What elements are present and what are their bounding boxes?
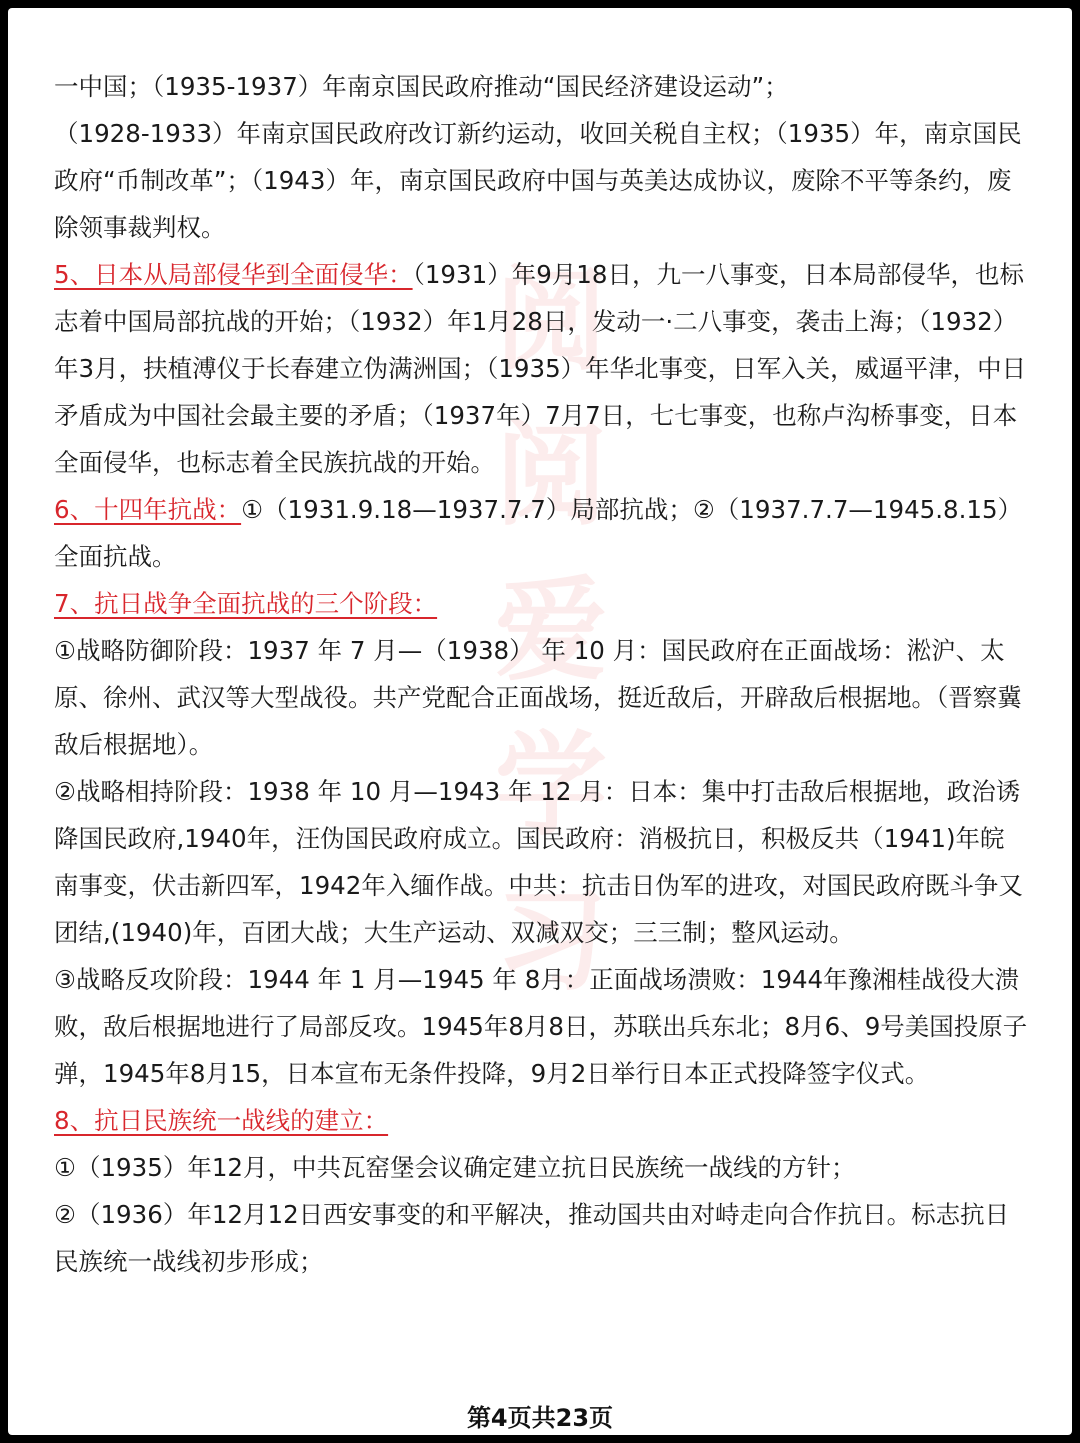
section-8	[54, 1097, 1029, 1144]
section-7	[54, 580, 1029, 627]
paragraph: ②（1936）年12月12日西安事变的和平解决，推动国共由对峙走向合作抗日。标志抗日民族统一战线初步形成；	[54, 1200, 1010, 1276]
section-5: 5、日本从局部侵华到全面侵华：（1931）年9月18日，九一八事变，日本局部侵华，也标志着中国局部抗战的开始；（1932）年1月28日，发动一·二八事变，袭击上海；（1932）年3月，扶植溥仪于长春建立伪满洲国；（1935）年华北事变，日军入关，威逼平津，中日矛盾成为中国社会最主要的矛盾；（1937年）7月7日，七七事变，也称卢沟桥事变，日本全面侵华，也标志着全民族抗战的开始。	[54, 260, 1027, 477]
watermark-char: 爱	[495, 565, 607, 696]
section-heading: 5、日本从局部侵华到全面侵华：	[54, 260, 413, 289]
section-heading: 6、十四年抗战：	[54, 495, 242, 524]
document-page	[8, 8, 1072, 1435]
watermark-char: 阅	[495, 255, 607, 386]
section-heading: 7、抗日战争全面抗战的三个阶段：	[54, 589, 438, 618]
document-body	[54, 63, 1029, 1285]
paragraph: ②战略相持阶段：1938 年 10 月—1943 年 12 月：日本：集中打击敌后根据地，政治诱降国民政府,1940年，汪伪国民政府成立。国民政府：消极抗日，积极反共（1941)年皖南事变，伏击新四军，1942年入缅作战。中共：抗击日伪军的进攻，对国民政府既斗争又团结,(1940)年，百团大战；大生产运动、双减双交；三三制；整风运动。	[54, 777, 1023, 947]
page-number: 第4页共23页	[466, 1404, 614, 1432]
section-heading: 8、抗日民族统一战线的建立：	[54, 1106, 389, 1135]
watermark-char: 学	[495, 720, 607, 851]
paragraph: ①战略防御阶段：1937 年 7 月—（1938） 年 10 月：国民政府在正面战场：淞沪、太原、徐州、武汉等大型战役。共产党配合正面战场，挺近敌后，开辟敌后根据地。（晋察冀敌后根据地）。	[54, 636, 1022, 759]
paragraph: ①（1935）年12月，中共瓦窑堡会议确定建立抗日民族统一战线的方针；	[54, 1153, 856, 1182]
watermark-char: 习	[495, 875, 607, 1006]
paragraph: ③战略反攻阶段：1944 年 1 月—1945 年 8月：正面战场溃败：1944年豫湘桂战役大溃败，敌后根据地进行了局部反攻。1945年8月8日，苏联出兵东北；8月6、9号美国投原子弹，1945年8月15，日本宣布无条件投降，9月2日举行日本正式投降签字仪式。	[54, 965, 1028, 1088]
paragraph: 一中国；（1935-1937）年南京国民政府推动“国民经济建设运动”；	[54, 72, 789, 101]
paragraph: （1928-1933）年南京国民政府改订新约运动，收回关税自主权；（1935）年，南京国民政府“币制改革”；（1943）年，南京国民政府中国与英美达成协议，废除不平等条约，废除领事裁判权。	[54, 119, 1022, 242]
watermark-char: 阅	[495, 410, 607, 541]
section-6: 6、十四年抗战：①（1931.9.18—1937.7.7）局部抗战；②（1937.7.7—1945.8.15）全面抗战。	[54, 495, 1023, 571]
